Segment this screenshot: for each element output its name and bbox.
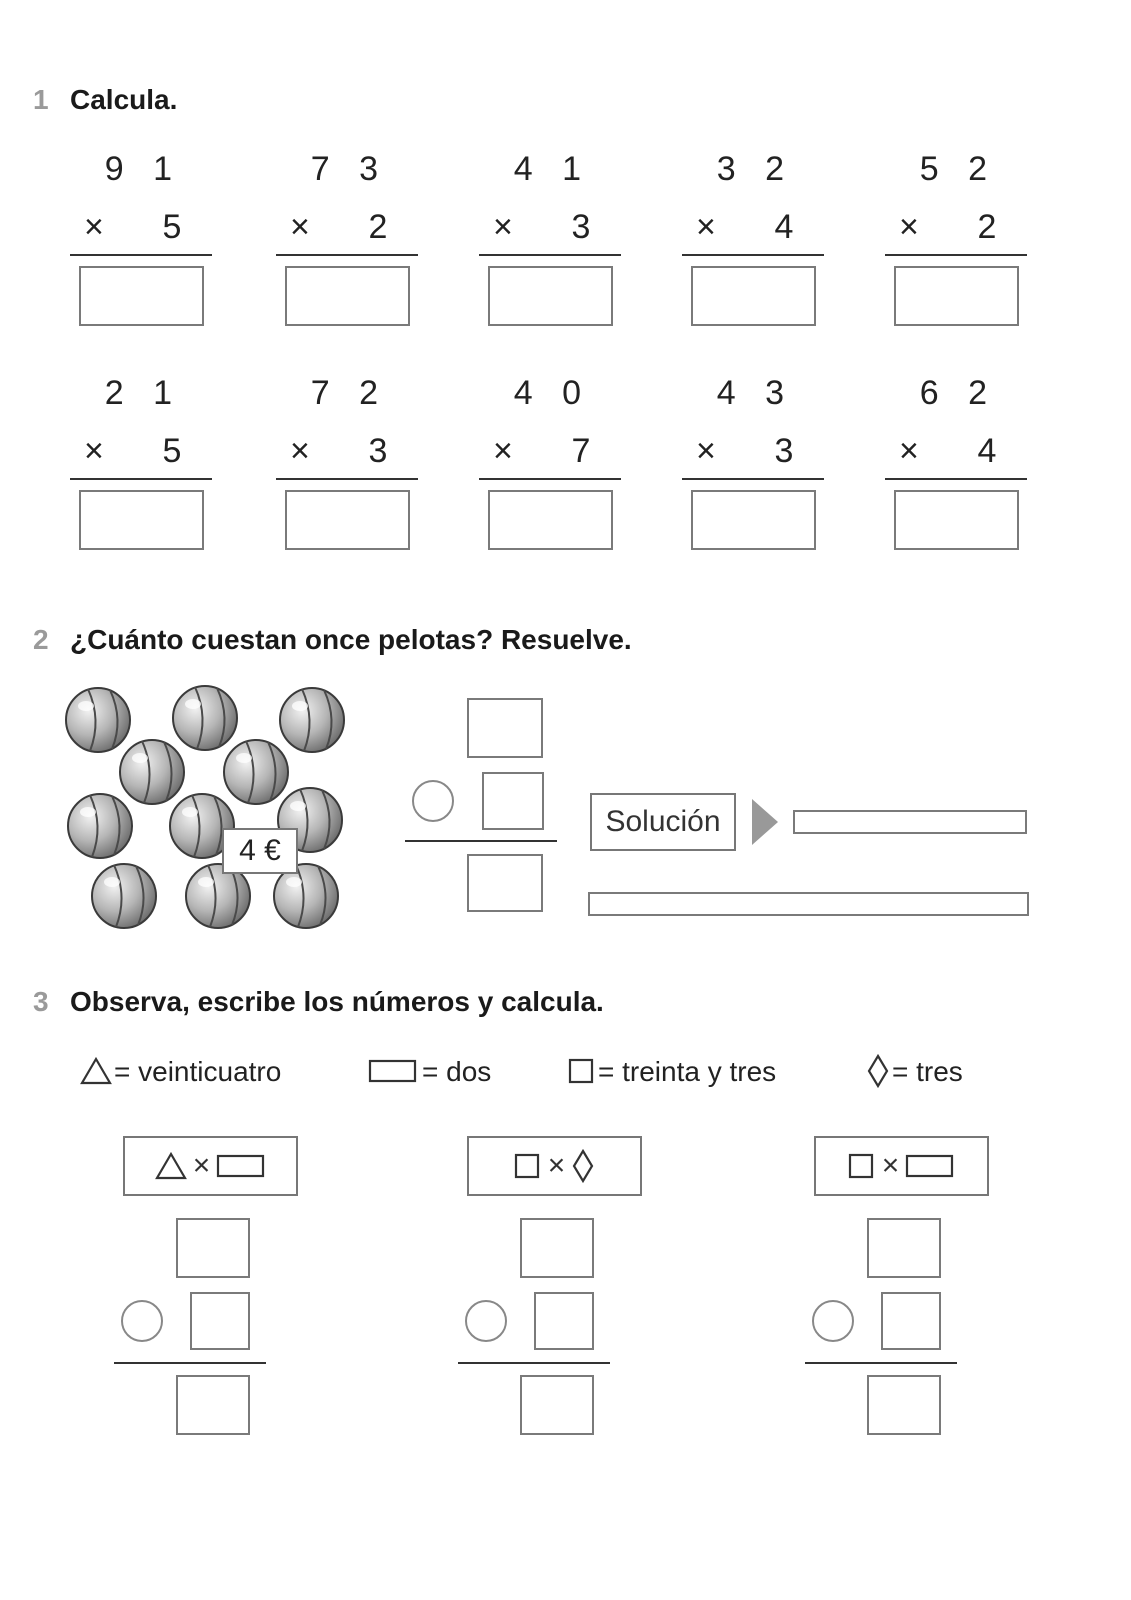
exercise-3-title: Observa, escribe los números y calcula. (70, 986, 604, 1017)
legend-square-text: = treinta y tres (598, 1056, 777, 1087)
operand-bottom-box[interactable] (534, 1292, 594, 1350)
triangle-icon (155, 1151, 187, 1181)
ball-icon (224, 740, 288, 804)
result-line (70, 254, 212, 256)
solution-arrow-icon (750, 797, 780, 847)
ball-icon (280, 688, 344, 752)
multiplicand: 7 3 (310, 150, 388, 188)
multiplicand: 5 2 (919, 150, 997, 188)
expression-box (814, 1136, 989, 1196)
times-sign: × (84, 208, 104, 246)
operator-circle[interactable] (465, 1300, 507, 1342)
solution-label: Solución (605, 805, 721, 838)
times-sign: × (881, 1149, 900, 1182)
expression-box (467, 1136, 642, 1196)
answer-box[interactable] (894, 266, 1019, 326)
ball-icon (120, 740, 184, 804)
answer-box[interactable] (894, 490, 1019, 550)
times-sign: × (899, 208, 919, 246)
price-tag-text: 4 € (239, 834, 281, 867)
price-tag (222, 828, 298, 874)
answer-box[interactable] (79, 266, 204, 326)
multiplier: 3 (774, 432, 794, 470)
multiplier: 2 (977, 208, 997, 246)
ball-icon (66, 688, 130, 752)
exercise-1-number: 1 (33, 84, 49, 115)
operand-top-box[interactable] (867, 1218, 941, 1278)
result-line (479, 478, 621, 480)
operand-bottom-box[interactable] (881, 1292, 941, 1350)
multiplier: 4 (977, 432, 997, 470)
times-sign: × (547, 1149, 566, 1182)
exercise-3-number: 3 (33, 986, 49, 1017)
multiplicand: 6 2 (919, 374, 997, 412)
result-line (682, 478, 824, 480)
answer-box[interactable] (285, 266, 410, 326)
expression-box (123, 1136, 298, 1196)
result-line (70, 478, 212, 480)
solution-sentence-field[interactable] (588, 892, 1029, 916)
operator-circle[interactable] (121, 1300, 163, 1342)
operand-top-box[interactable] (520, 1218, 594, 1278)
exercise-1-title: Calcula. (70, 84, 178, 115)
square-icon (514, 1153, 542, 1179)
result-line (114, 1362, 266, 1364)
result-line (805, 1362, 957, 1364)
balls-illustration (60, 680, 360, 940)
ex2-result-box[interactable] (467, 854, 543, 912)
answer-box[interactable] (488, 490, 613, 550)
multiplicand: 4 1 (513, 150, 591, 188)
answer-box[interactable] (691, 266, 816, 326)
times-sign: × (493, 208, 513, 246)
result-box[interactable] (867, 1375, 941, 1435)
times-sign: × (290, 432, 310, 470)
multiplicand: 9 1 (104, 150, 182, 188)
ex2-operand-bottom-box[interactable] (482, 772, 544, 830)
times-sign: × (493, 432, 513, 470)
square-icon (848, 1153, 876, 1179)
solution-label-box (590, 793, 736, 851)
legend-rectangle-text: = dos (422, 1056, 492, 1087)
answer-box[interactable] (488, 266, 613, 326)
exercise-2-title: ¿Cuánto cuestan once pelotas? Resuelve. (70, 624, 632, 655)
times-sign: × (899, 432, 919, 470)
diamond-icon (571, 1149, 595, 1183)
result-line (885, 478, 1027, 480)
multiplicand: 3 2 (716, 150, 794, 188)
multiplicand: 7 2 (310, 374, 388, 412)
result-line (479, 254, 621, 256)
ex2-operand-top-box[interactable] (467, 698, 543, 758)
diamond-icon (866, 1054, 890, 1088)
multiplier: 4 (774, 208, 794, 246)
ball-icon (173, 686, 237, 750)
result-box[interactable] (176, 1375, 250, 1435)
rectangle-icon (368, 1058, 418, 1084)
result-line (276, 254, 418, 256)
rectangle-icon (216, 1153, 266, 1179)
operand-bottom-box[interactable] (190, 1292, 250, 1350)
multiplier: 3 (368, 432, 388, 470)
multiplicand: 2 1 (104, 374, 182, 412)
answer-box[interactable] (285, 490, 410, 550)
triangle-icon (80, 1056, 112, 1086)
operand-top-box[interactable] (176, 1218, 250, 1278)
ball-icon (68, 794, 132, 858)
square-icon (568, 1058, 596, 1084)
result-line (885, 254, 1027, 256)
result-box[interactable] (520, 1375, 594, 1435)
exercise-2-number: 2 (33, 624, 49, 655)
solution-answer-field[interactable] (793, 810, 1027, 834)
answer-box[interactable] (79, 490, 204, 550)
ball-icon (92, 864, 156, 928)
legend-diamond-text: = tres (892, 1056, 963, 1087)
times-sign: × (696, 432, 716, 470)
times-sign: × (696, 208, 716, 246)
times-sign: × (290, 208, 310, 246)
ex2-result-line (405, 840, 557, 842)
multiplicand: 4 0 (513, 374, 591, 412)
multiplier: 2 (368, 208, 388, 246)
times-sign: × (192, 1149, 211, 1182)
multiplier: 5 (162, 432, 182, 470)
legend-triangle-text: = veinticuatro (114, 1056, 282, 1087)
rectangle-icon (905, 1153, 955, 1179)
multiplier: 3 (571, 208, 591, 246)
multiplier: 7 (571, 432, 591, 470)
answer-box[interactable] (691, 490, 816, 550)
result-line (276, 478, 418, 480)
operator-circle[interactable] (812, 1300, 854, 1342)
result-line (458, 1362, 610, 1364)
multiplier: 5 (162, 208, 182, 246)
multiplicand: 4 3 (716, 374, 794, 412)
result-line (682, 254, 824, 256)
ex2-operator-circle[interactable] (412, 780, 454, 822)
times-sign: × (84, 432, 104, 470)
